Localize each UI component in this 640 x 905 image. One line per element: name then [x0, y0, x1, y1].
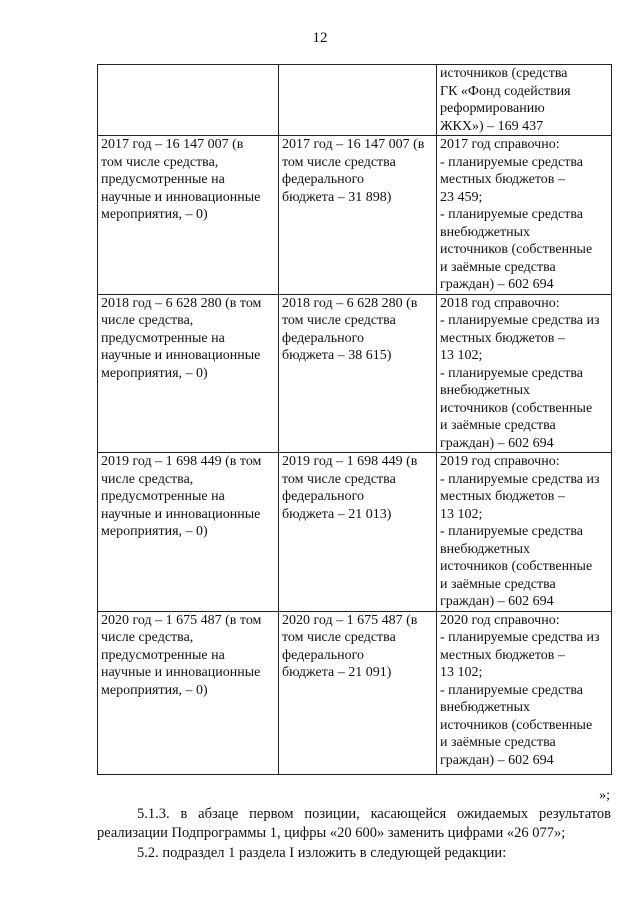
table-cell-col-1 [98, 65, 279, 136]
cell-text-line: источников (собственные [440, 717, 593, 733]
table-cell-col-3 [437, 294, 612, 453]
cell-text-line: числе средства, [101, 471, 194, 487]
cell-text-line: и заёмные средства [440, 576, 556, 592]
cell-text-line: предусмотренные на [101, 647, 225, 663]
cell-text-line: 23 459; [440, 189, 483, 205]
cell-text-line: научные и инновационные [101, 506, 261, 522]
cell-text-line: бюджета – 31 898) [282, 189, 392, 205]
cell-text-line: предусмотренные на [101, 330, 225, 346]
cell-text-line: внебюджетных [440, 383, 531, 398]
cell-text-line: - планируемые средства из [440, 313, 600, 328]
cell-text-line: и заёмные средства [440, 259, 556, 275]
cell-text-line: 2019 год справочно: [440, 454, 560, 469]
cell-text-line: и заёмные средства [440, 735, 556, 750]
cell-text-line: источников (средства [440, 66, 568, 81]
cell-text-line: местных бюджетов – [440, 172, 565, 187]
cell-text-line: предусмотренные на [101, 172, 225, 187]
funding-table-body [98, 65, 612, 775]
cell-text-line: местных бюджетов – [440, 489, 565, 504]
cell-text-line: внебюджетных [440, 700, 531, 715]
cell-text-line: 2018 год справочно: [440, 295, 560, 311]
closing-quote: »; [599, 788, 610, 803]
cell-text-line: граждан) – 602 694 [440, 594, 554, 609]
cell-text-line: - планируемые средства [440, 682, 584, 698]
cell-text-line: мероприятия, – 0) [101, 524, 208, 539]
cell-text-line: местных бюджетов – [440, 647, 565, 663]
table-cell-col-2 [279, 294, 437, 453]
cell-text-line: - планируемые средства [440, 154, 584, 170]
cell-text-line: источников (собственные [440, 400, 593, 416]
cell-text-line: научные и инновационные [101, 348, 261, 363]
cell-text-line: и заёмные средства [440, 418, 556, 433]
paragraph-5-1-3 [97, 805, 611, 843]
cell-text-line: 2020 год – 1 675 487 (в [282, 612, 418, 628]
cell-text-line: - планируемые средства [440, 207, 584, 222]
cell-text-line: 2018 год – 6 628 280 (в [282, 295, 418, 311]
cell-text-line: бюджета – 21 013) [282, 506, 392, 522]
page-number: 12 [312, 30, 328, 46]
cell-text-line: - планируемые средства [440, 524, 584, 539]
table-cell-col-1 [98, 294, 279, 453]
cell-text-line: 2020 год – 1 675 487 (в том [101, 612, 262, 628]
table-row [98, 453, 612, 612]
cell-text-line: 2017 год – 16 147 007 (в [101, 137, 244, 152]
cell-text-line: 2017 год – 16 147 007 (в [282, 137, 425, 152]
cell-text-line: 2019 год – 1 698 449 (в том [101, 454, 262, 469]
cell-text-line: - планируемые средства [440, 365, 584, 381]
cell-text-line: 2017 год справочно: [440, 137, 560, 152]
cell-text-line: том числе средства, [101, 154, 219, 170]
table-row [98, 136, 612, 295]
cell-text-line: том числе средства [282, 154, 396, 170]
table-cell-col-3 [437, 611, 612, 774]
cell-text-line: 2020 год справочно: [440, 612, 560, 628]
cell-text-line: том числе средства [282, 313, 396, 328]
cell-text-line: реформированию [440, 101, 545, 116]
table-cell-col-1 [98, 453, 279, 612]
cell-text-line: 13 102; [440, 506, 483, 522]
cell-text-line: предусмотренные на [101, 489, 225, 504]
paragraph-5-1-3-line-1: 5.1.3. в абзаце первом позиции, касающейся ожидаемых результатов [137, 806, 611, 822]
cell-text-line: федерального [282, 647, 365, 663]
table-cell-col-3 [437, 453, 612, 612]
cell-text-line: внебюджетных [440, 541, 531, 557]
table-cell-col-2 [279, 136, 437, 295]
cell-text-line: 13 102; [440, 665, 483, 680]
table-cell-col-2 [279, 65, 437, 136]
cell-text-line: бюджета – 38 615) [282, 348, 392, 363]
table-row [98, 294, 612, 453]
cell-text-line: ГК «Фонд содействия [440, 83, 571, 99]
cell-text-line: бюджета – 21 091) [282, 665, 392, 680]
table-row [98, 65, 612, 136]
cell-text-line: внебюджетных [440, 224, 531, 240]
cell-text-line: источников (собственные [440, 242, 593, 257]
cell-text-line: федерального [282, 172, 365, 187]
cell-text-line: 13 102; [440, 348, 483, 363]
table-cell-col-3 [437, 65, 612, 136]
cell-text-line: мероприятия, – 0) [101, 682, 208, 698]
cell-text-line: федерального [282, 330, 365, 346]
cell-text-line: мероприятия, – 0) [101, 207, 208, 222]
cell-text-line: научные и инновационные [101, 665, 261, 680]
table-cell-col-1 [98, 136, 279, 295]
cell-text-line: источников (собственные [440, 559, 593, 574]
cell-text-line: числе средства, [101, 313, 194, 328]
cell-text-line: граждан) – 602 694 [440, 752, 554, 768]
cell-text-line: федерального [282, 489, 365, 504]
cell-text-line: ЖКХ») – 169 437 [440, 118, 544, 134]
funding-table [97, 64, 612, 775]
cell-text-line: научные и инновационные [101, 189, 261, 205]
cell-text-line: местных бюджетов – [440, 330, 565, 346]
cell-text-line: том числе средства [282, 630, 396, 645]
cell-text-line: граждан) – 602 694 [440, 435, 554, 451]
table-cell-col-2 [279, 611, 437, 774]
table-row [98, 611, 612, 774]
cell-text-line: 2018 год – 6 628 280 (в том [101, 295, 262, 311]
cell-text-line: - планируемые средства из [440, 630, 600, 645]
cell-text-line: 2019 год – 1 698 449 (в [282, 454, 418, 469]
table-cell-col-2 [279, 453, 437, 612]
table-cell-col-3 [437, 136, 612, 295]
table-cell-col-1 [98, 611, 279, 774]
cell-text-line: том числе средства [282, 471, 396, 487]
paragraph-5-1-3-line-2: реализации Подпрограммы 1, цифры «20 600» заменить цифрами «26 077»; [97, 825, 566, 841]
cell-text-line: числе средства, [101, 630, 194, 645]
cell-text-line: - планируемые средства из [440, 471, 600, 487]
paragraph-5-2: 5.2. подраздел 1 раздела I изложить в следующей редакции: [137, 845, 507, 861]
cell-text-line: граждан) – 602 694 [440, 277, 554, 292]
cell-text-line: мероприятия, – 0) [101, 365, 208, 381]
